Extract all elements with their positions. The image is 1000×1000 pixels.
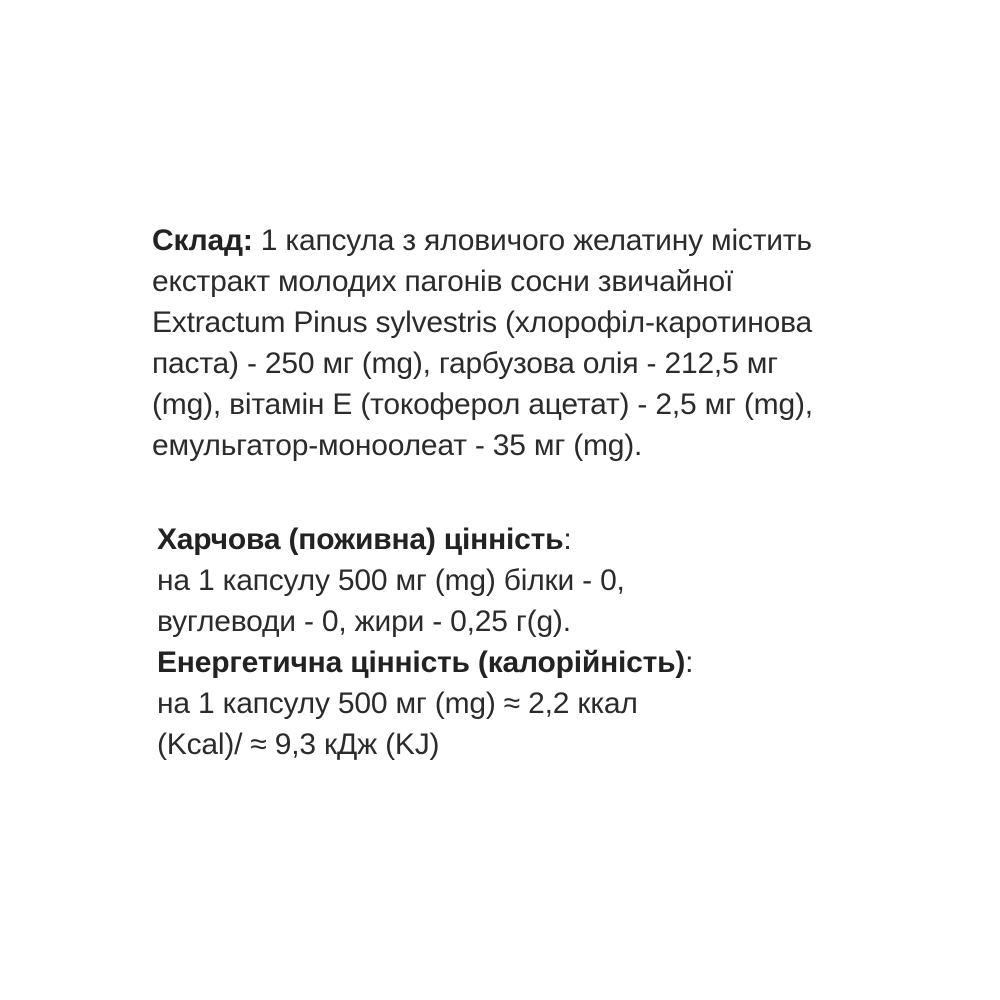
energy-heading-colon: : bbox=[685, 646, 694, 679]
energy-heading: Енергетична цінність (калорійність) bbox=[157, 646, 686, 679]
composition-block bbox=[152, 220, 813, 466]
composition-line-5: (mg), вітамін Е (токоферол ацетат) - 2,5 мг (mg), bbox=[152, 388, 813, 421]
nutrition-line-5: на 1 капсулу 500 мг (mg) ≈ 2,2 ккал bbox=[157, 687, 638, 720]
nutrition-block bbox=[157, 519, 693, 765]
nutrition-heading-colon: : bbox=[563, 523, 572, 556]
composition-line-4: паста) - 250 мг (mg), гарбузова олія - 212,5 мг bbox=[152, 347, 778, 380]
nutrition-heading-line bbox=[157, 519, 693, 560]
composition-line-1-text: 1 капсула з яловичого желатину містить bbox=[252, 224, 812, 257]
composition-line-6: емульгатор-моноолеат - 35 мг (mg). bbox=[152, 429, 643, 462]
composition-line-1 bbox=[152, 220, 813, 261]
nutrition-heading: Харчова (поживна) цінність bbox=[157, 523, 564, 556]
nutrition-line-3: вуглеводи - 0, жири - 0,25 г(g). bbox=[157, 605, 571, 638]
composition-line-2: екстракт молодих пагонів сосни звичайної bbox=[152, 265, 734, 298]
composition-heading: Склад: bbox=[152, 224, 253, 257]
energy-heading-line bbox=[157, 642, 693, 683]
composition-line-3: Extractum Pinus sylvestris (хлорофіл-каротинова bbox=[152, 306, 812, 339]
nutrition-line-6: (Kcal)/ ≈ 9,3 кДж (KJ) bbox=[157, 728, 440, 761]
nutrition-line-2: на 1 капсулу 500 мг (mg) білки - 0, bbox=[157, 564, 625, 597]
